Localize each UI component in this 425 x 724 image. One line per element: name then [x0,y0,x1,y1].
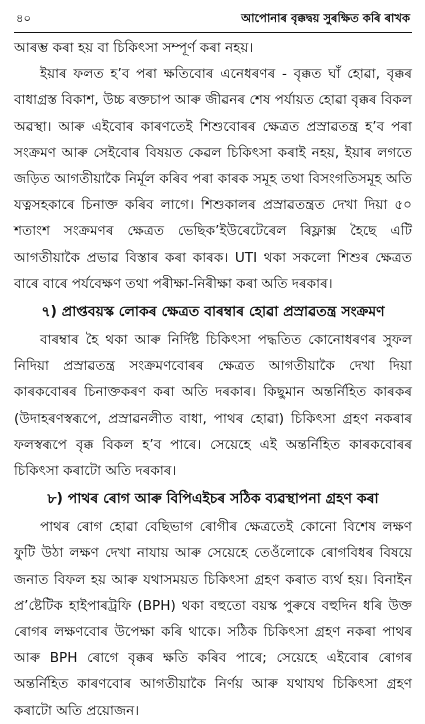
paragraph-continuation: আৰম্ভ কৰা হয় বা চিকিৎসা সম্পূৰ্ণ কৰা নহয়। [14,40,254,56]
paragraph-complications: ইয়াৰ ফলত হ’ব পৰা ক্ষতিবোৰ এনেধৰণৰ - বৃক্কত ঘাঁ হোৱা, বৃক্কৰ বাধাগ্ৰস্ত বিকাশ, উচ্চ ৰক্তচাপ আৰু জীৱনৰ শেষ পৰ্যায়ত হোৱা বৃক্কৰ বিকল অৱস্থা। আৰু এইবোৰ কাৰণতেই শিশুবোৰৰ ক্ষেত্ৰত প্ৰস্ৰাৱতন্ত্ৰ হ’ব পৰা সংক্ৰমণ আৰু সেইবোৰ বিষয়ত কেৱল চিকিৎসা কৰাই নহয়, ইয়াৰ লগতে জড়িত আগতীয়াকৈ নিৰ্মূল কৰিব পৰা কাৰক সমূহ তথা বিসংগতিসমূহ অতি যত্নসহকাৰে চিনাক্ত কৰিব লাগে। শিশুকালৰ প্ৰস্ৰাৱতন্ত্ৰত দেখা দিয়া ৫০ শতাংশ সংক্ৰমণৰ ক্ষেত্ৰত ভেছিক’ইউৰেটেৰেল ৰিফ্লাক্স হৈছে এটি আগতীয়াকৈ প্ৰভাৱ বিস্তাৰ কৰা কাৰক। UTI থকা সকলো শিশুৰ ক্ষেত্ৰত বাৰে বাৰে পৰ্যবেক্ষণ তথা পৰীক্ষা-নিৰীক্ষা কৰা অতি দৰকাৰ। [14,66,412,292]
section-heading-8: ৮) পাথৰ ৰোগ আৰু বিপিএইচৰ সঠিক ব্যৱস্থাপনা গ্ৰহণ কৰা [47,491,379,508]
paragraph-recurrent-uti: বাৰম্বাৰ হৈ থকা আৰু নিৰ্দিষ্ট চিকিৎসা পদ্ধতিত কোনোধৰণৰ সুফল নিদিয়া প্ৰস্ৰাৱতন্ত্ৰ সংক্ৰমণবোৰৰ ক্ষেত্ৰত আগতীয়াকৈ দেখা দিয়া কাৰকবোৰৰ চিনাক্তকৰণ কৰা অতি দৰকাৰ। কিছুমান অন্তৰ্নিহিত কাৰকৰ (উদাহৰণস্বৰূপে, প্ৰস্ৰাৱনলীত বাধা, পাথৰ হোৱা) চিকিৎসা গ্ৰহণ নকৰাৰ ফলস্বৰূপে বৃক্ক বিকল হ’ব পাৰে। সেয়েহে এই অন্তৰ্নিহিত কাৰকবোৰৰ চিকিৎসা কৰাটো অতি দৰকাৰ। [14,332,412,480]
running-title: আপোনাৰ বৃক্কদ্বয় সুৰক্ষিত কৰি ৰাখক [241,11,410,25]
section-heading-7: ৭) প্ৰাপ্তবয়স্ক লোকৰ ক্ষেত্ৰত বাৰম্বাৰ হোৱা প্ৰস্ৰাৱতন্ত্ৰ সংক্ৰমণ [41,304,385,321]
book-page [14,8,412,724]
page-number: ৪০ [16,11,31,25]
page-header [14,8,412,32]
header-rule [14,32,412,33]
paragraph-stone-bph: পাথৰ ৰোগ হোৱা বেছিভাগ ৰোগীৰ ক্ষেত্ৰতেই কোনো বিশেষ লক্ষণ ফুটি উঠা লক্ষণ দেখা নাযায় আৰু সেয়েহে তেওঁলোকে ৰোগবিধৰ বিষয়ে জনাত বিফল হয় আৰু যথাসময়ত চিকিৎসা গ্ৰহণ কৰাত ব্যৰ্থ হয়। বিনাইন প্ৰ’ষ্টেটিক হাইপাৰট্ৰফি (BPH) থকা বহুতো বয়স্ক পুৰুষে বহুদিন ধৰি উক্ত ৰোগৰ লক্ষণবোৰ উপেক্ষা কৰি থাকে। সঠিক চিকিৎসা গ্ৰহণ নকৰা পাথৰ আৰু BPH ৰোগে বৃক্কৰ ক্ষতি কৰিব পাৰে; সেয়েহে এইবোৰ ৰোগৰ অন্তৰ্নিহিত কাৰণবোৰ আগতীয়াকৈ নিৰ্ণয় আৰু যথাযথ চিকিৎসা গ্ৰহণ কৰাটো অতি প্ৰয়োজন। [14,519,412,719]
